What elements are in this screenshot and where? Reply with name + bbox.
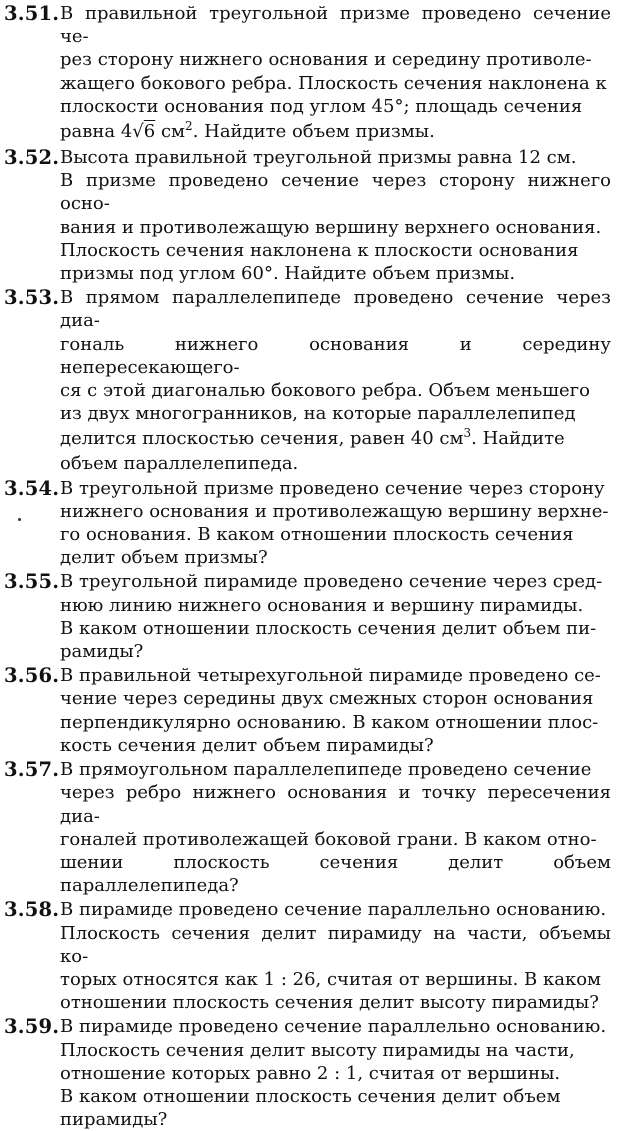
text-line: В треугольной призме проведено сечение через сторону (60, 477, 605, 499)
text-line: жащего бокового ребра. Плоскость сечения наклонена к (60, 72, 607, 94)
text-line: рез сторону нижнего основания и середину противоле- (60, 49, 592, 71)
text-line: В правильной четырехугольной пирамиде проведено се- (60, 665, 601, 687)
text-line: рамиды? (60, 641, 144, 663)
problem-text (60, 286, 611, 475)
text-line: В прямом параллелепипеде проведено сечение через диа- (60, 287, 611, 332)
text-fragment: делится плоскостью сечения, равен 40 см (60, 428, 464, 450)
problem-text (60, 898, 611, 1014)
text-line: гоналей противолежащей боковой грани. В каком отно- (60, 828, 597, 850)
text-line: гональ нижнего основания и середину непересекающего- (60, 333, 611, 378)
problem-number: 3.52. (4, 146, 60, 170)
text-line: В каком отношении плоскость сечения делит объем пи- (60, 617, 597, 639)
text-line: торых относятся как 1 : 26, считая от вершины. В каком (60, 968, 602, 990)
problem-number: 3.57. (4, 758, 60, 782)
problem-text (60, 2, 611, 145)
text-line: кость сечения делит объем пирамиды? (60, 734, 434, 756)
text-line: Высота правильной треугольной призмы равна 12 см. (60, 147, 577, 169)
text-line: В призме проведено сечение через сторону нижнего осно- (60, 170, 611, 215)
text-line: через ребро нижнего основания и точку пересечения диа- (60, 782, 611, 827)
problem-number: 3.59. (4, 1015, 60, 1039)
text-line: В правильной треугольной призме проведено сечение че- (60, 3, 611, 48)
problem-text (60, 146, 611, 285)
text-line: перпендикулярно основанию. В каком отношении плос- (60, 711, 599, 733)
superscript: 3 (463, 426, 472, 441)
problem-number: 3.54. (4, 476, 60, 500)
text-line: нюю линию нижнего основания и вершину пирамиды. (60, 594, 584, 616)
text-line: В пирамиде проведено сечение параллельно основанию. (60, 899, 607, 921)
text-line: равна 4√6 $см^2$. Найдите объем призмы. (60, 119, 435, 143)
problem-number: 3.51. (4, 2, 60, 25)
text-line: шении плоскость сечения делит объем параллелепипеда? (60, 851, 611, 897)
problem-3-56 (4, 664, 611, 757)
text-line: отношение которых равно 2 : 1, считая от вершины. (60, 1062, 561, 1084)
problem-3-52 (4, 146, 611, 285)
problem-text (60, 570, 611, 663)
text-line: ся с этой диагональю бокового ребра. Объем меньшего (60, 380, 590, 402)
text-line: отношении плоскость сечения делит высоту пирамиды? (60, 992, 599, 1014)
text-line (60, 425, 611, 452)
problem-3-53 (4, 286, 611, 475)
superscript: 2 (185, 119, 193, 134)
text-line: Плоскость сечения делит высоту пирамиды на части, (60, 1039, 575, 1061)
problem-number: 3.56. (4, 664, 60, 688)
problem-text (60, 758, 611, 897)
text-line: делит объем призмы? (60, 547, 268, 569)
problem-number: 3.53. (4, 286, 60, 310)
text-line: из двух многогранников, на которые параллелепипед (60, 403, 576, 425)
text-line: го основания. В каком отношении плоскость сечения (60, 524, 574, 546)
problem-3-51 (4, 2, 611, 145)
problem-text (60, 477, 611, 570)
text-line: чение через середины двух смежных сторон основания (60, 688, 594, 710)
problem-number: 3.55. (4, 570, 60, 594)
text-line: В пирамиде проведено сечение параллельно основанию. (60, 1016, 607, 1038)
text-fragment: см (155, 121, 186, 143)
text-line: В прямоугольном параллелепипеде проведено сечение (60, 759, 592, 781)
text-fragment: равна 4 (60, 121, 133, 143)
problem-number: 3.58. (4, 898, 60, 922)
text-line: В треугольной пирамиде проведено сечение через сред- (60, 571, 603, 593)
text-line: В каком отношении плоскость сечения делит объем (60, 1085, 561, 1107)
problem-3-54 (4, 477, 611, 570)
text-fragment: . Найдите объем призмы. (192, 121, 435, 143)
problem-3-55 (4, 570, 611, 663)
problem-text (60, 1015, 611, 1131)
text-line: призмы под углом 60°. Найдите объем призмы. (60, 263, 516, 285)
text-line: нижнего основания и противолежащую вершину верхне- (60, 500, 609, 522)
text-line: вания и противолежащую вершину верхнего основания. (60, 216, 602, 238)
text-line: Плоскость сечения наклонена к плоскости основания (60, 239, 579, 261)
print-speck (18, 518, 21, 521)
text-line: объем параллелепипеда. (60, 453, 299, 475)
problem-3-57 (4, 758, 611, 897)
text-line: Плоскость сечения делит пирамиду на части, объемы ко- (60, 922, 611, 967)
problem-3-58 (4, 898, 611, 1014)
text-line: пирамиды? (60, 1109, 168, 1131)
text-fragment: . Найдите (471, 428, 565, 450)
problem-text (60, 664, 611, 757)
sqrt-value: 6 (143, 121, 156, 143)
problem-3-59 (4, 1015, 611, 1131)
text-line: плоскости основания под углом 45°; площадь сечения (60, 95, 583, 117)
